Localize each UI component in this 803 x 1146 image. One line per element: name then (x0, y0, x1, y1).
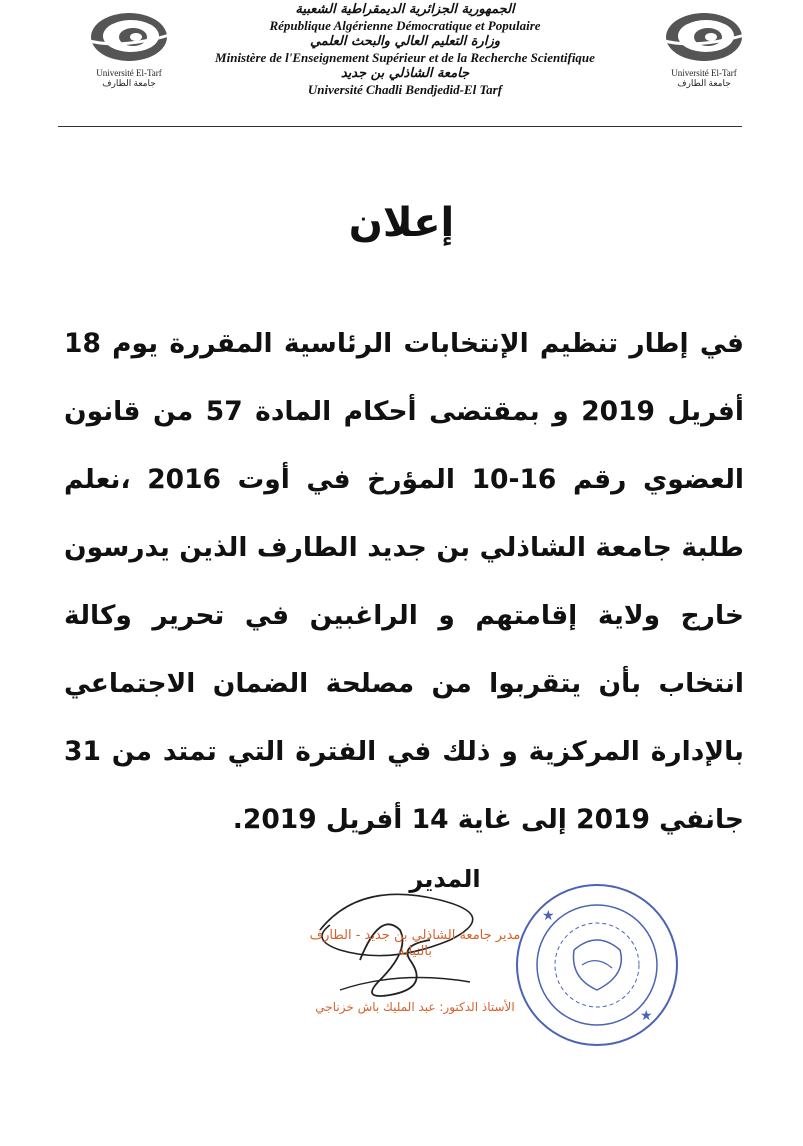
university-emblem-icon (81, 6, 177, 68)
official-seal-icon (512, 880, 682, 1050)
director-stamp (290, 928, 540, 960)
university-emblem-icon (656, 6, 752, 68)
header-university-fr: Université Chadli Bendjedid-El Tarf (307, 82, 503, 97)
university-logo-left (70, 6, 188, 88)
header-republic-ar: الجمهورية الجزائرية الديمقراطية الشعبية (295, 2, 515, 17)
letterhead (180, 2, 630, 98)
announcement-title: إعلان (348, 200, 455, 246)
svg-text:★: ★ (542, 908, 555, 924)
header-ministry-fr: Ministère de l'Enseignement Supérieur et de la Recherche Scientifique (215, 50, 595, 65)
logo-caption-fr: Université El-Tarf (671, 68, 737, 78)
header-ministry-ar: وزارة التعليم العالي والبحث العلمي (309, 34, 501, 49)
header-republic-fr: République Algérienne Démocratique et Populaire (269, 18, 541, 33)
header-university-ar: جامعة الشاذلي بن جديد (340, 66, 470, 81)
director-title-text: المدير (409, 865, 481, 893)
logo-caption-fr: Université El-Tarf (96, 68, 162, 78)
university-logo-right (645, 6, 763, 88)
logo-caption-ar: جامعة الطارف (102, 78, 156, 88)
announcement-body: في إطار تنظيم الإنتخابات الرئاسية المقررة يوم 18 أفريل 2019 و بمقتضى أحكام المادة 57 من قانون العضوي رقم 16-10 المؤرخ في أوت 2016 ،نعلم طلبة جامعة الشاذلي بن جديد الطارف الذين يدرسون خارج ولاية إقامتهم و الراغبين في تحرير وكالة انتخاب بأن يتقربوا من مصلحة الضمان الاجتماعي بالإدارة المركزية و ذلك في الفترة التي تمتد من 31 جانفي 2019 إلى غاية 14 أفريل 2019. (64, 328, 744, 835)
header-divider (58, 126, 742, 127)
stamp-line-2: بالنيابة (398, 944, 432, 959)
stamp-line-1: مدير جامعة الشاذلي بن جديد - الطارف (309, 928, 521, 943)
logo-caption-ar: جامعة الطارف (677, 78, 731, 88)
director-name: الأستاذ الدكتور: عبد المليك باش خزناجي (315, 1000, 515, 1014)
svg-text:★: ★ (640, 1008, 653, 1024)
